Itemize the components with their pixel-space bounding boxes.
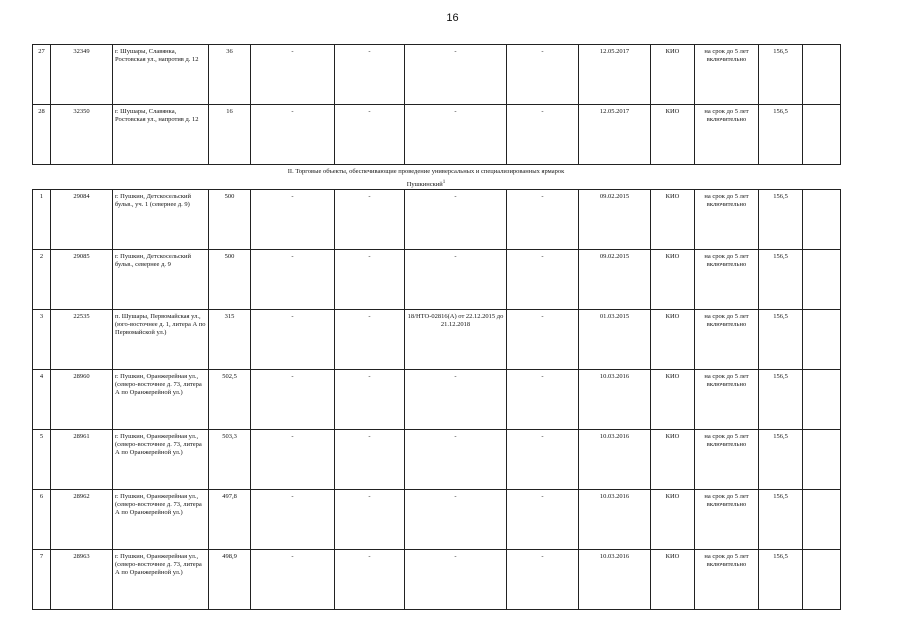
cell-col7: - xyxy=(405,190,507,250)
cell-organization: КИО xyxy=(651,310,695,370)
cell-organization: КИО xyxy=(651,45,695,105)
cell-col6: - xyxy=(335,370,405,430)
cell-date: 10.03.2016 xyxy=(579,370,651,430)
cell-number: 27 xyxy=(33,45,51,105)
cell-number: 3 xyxy=(33,310,51,370)
cell-term: на срок до 5 лет включительно xyxy=(695,45,759,105)
cell-extra xyxy=(803,310,841,370)
cell-organization: КИО xyxy=(651,490,695,550)
cell-area: 502,5 xyxy=(209,370,251,430)
cell-id: 32350 xyxy=(51,105,113,165)
cell-col6: - xyxy=(335,310,405,370)
cell-col7: - xyxy=(405,105,507,165)
cell-date: 10.03.2016 xyxy=(579,550,651,610)
cell-number: 5 xyxy=(33,430,51,490)
table-row xyxy=(33,105,841,165)
section-title-text: II. Торговые объекты, обеспечивающие проведение универсальных и специализированных ярмарок xyxy=(287,168,565,175)
table-row xyxy=(33,490,841,550)
cell-id: 22535 xyxy=(51,310,113,370)
table-row xyxy=(33,550,841,610)
cell-number: 7 xyxy=(33,550,51,610)
cell-rate: 156,5 xyxy=(759,250,803,310)
cell-col6: - xyxy=(335,250,405,310)
cell-rate: 156,5 xyxy=(759,310,803,370)
cell-rate: 156,5 xyxy=(759,550,803,610)
table-row xyxy=(33,190,841,250)
cell-term: на срок до 5 лет включительно xyxy=(695,490,759,550)
cell-col6: - xyxy=(335,550,405,610)
cell-col5: - xyxy=(251,105,335,165)
cell-area: 497,8 xyxy=(209,490,251,550)
cell-organization: КИО xyxy=(651,370,695,430)
cell-area: 36 xyxy=(209,45,251,105)
section-title xyxy=(32,168,820,175)
cell-area: 498,9 xyxy=(209,550,251,610)
cell-extra xyxy=(803,370,841,430)
section-subtitle xyxy=(32,180,820,188)
cell-extra xyxy=(803,105,841,165)
objects-table-fairs xyxy=(32,189,841,610)
cell-col8: - xyxy=(507,105,579,165)
cell-extra xyxy=(803,45,841,105)
cell-rate: 156,5 xyxy=(759,190,803,250)
cell-organization: КИО xyxy=(651,430,695,490)
cell-id: 28963 xyxy=(51,550,113,610)
cell-term: на срок до 5 лет включительно xyxy=(695,370,759,430)
cell-col6: - xyxy=(335,190,405,250)
cell-number: 2 xyxy=(33,250,51,310)
cell-address: г. Пушкин, Детскосельский бульв., севернее д. 9 xyxy=(113,250,209,310)
table-row xyxy=(33,45,841,105)
cell-col7: - xyxy=(405,430,507,490)
cell-id: 28962 xyxy=(51,490,113,550)
cell-number: 6 xyxy=(33,490,51,550)
table-row xyxy=(33,370,841,430)
cell-col5: - xyxy=(251,45,335,105)
cell-extra xyxy=(803,430,841,490)
cell-col6: - xyxy=(335,430,405,490)
cell-term: на срок до 5 лет включительно xyxy=(695,105,759,165)
cell-organization: КИО xyxy=(651,550,695,610)
cell-col7: - xyxy=(405,490,507,550)
cell-extra xyxy=(803,250,841,310)
cell-area: 503,3 xyxy=(209,430,251,490)
section-footnote-mark: 1 xyxy=(442,180,446,185)
cell-col5: - xyxy=(251,250,335,310)
cell-organization: КИО xyxy=(651,190,695,250)
cell-id: 28960 xyxy=(51,370,113,430)
cell-col7: - xyxy=(405,370,507,430)
table-row xyxy=(33,250,841,310)
cell-rate: 156,5 xyxy=(759,490,803,550)
cell-rate: 156,5 xyxy=(759,430,803,490)
table-row xyxy=(33,310,841,370)
cell-col5: - xyxy=(251,310,335,370)
cell-address: г. Пушкин, Оранжерейная ул., (северо-восточнее д. 73, литера А по Оранжерейной ул.) xyxy=(113,370,209,430)
cell-number: 4 xyxy=(33,370,51,430)
page-number: 16 xyxy=(446,12,459,24)
cell-date: 10.03.2016 xyxy=(579,430,651,490)
cell-address: г. Шушары, Славянка, Ростовская ул., напротив д. 12 xyxy=(113,45,209,105)
cell-col8: - xyxy=(507,370,579,430)
cell-area: 500 xyxy=(209,190,251,250)
cell-col8: - xyxy=(507,430,579,490)
cell-address: г. Пушкин, Оранжерейная ул., (северо-восточнее д. 73, литера А по Оранжерейной ул.) xyxy=(113,550,209,610)
cell-col6: - xyxy=(335,45,405,105)
cell-date: 12.05.2017 xyxy=(579,105,651,165)
cell-col6: - xyxy=(335,490,405,550)
cell-area: 500 xyxy=(209,250,251,310)
cell-extra xyxy=(803,550,841,610)
cell-address: г. Шушары, Славянка, Ростовская ул., напротив д. 12 xyxy=(113,105,209,165)
cell-date: 09.02.2015 xyxy=(579,190,651,250)
cell-col7: - xyxy=(405,550,507,610)
cell-col5: - xyxy=(251,550,335,610)
cell-col8: - xyxy=(507,550,579,610)
cell-id: 32349 xyxy=(51,45,113,105)
cell-organization: КИО xyxy=(651,105,695,165)
cell-date: 01.03.2015 xyxy=(579,310,651,370)
cell-extra xyxy=(803,490,841,550)
cell-col5: - xyxy=(251,370,335,430)
cell-address: г. Пушкин, Детскосельский бульв., уч. 1 (севернее д. 9) xyxy=(113,190,209,250)
cell-rate: 156,5 xyxy=(759,105,803,165)
cell-col8: - xyxy=(507,45,579,105)
cell-term: на срок до 5 лет включительно xyxy=(695,430,759,490)
cell-id: 29084 xyxy=(51,190,113,250)
cell-number: 28 xyxy=(33,105,51,165)
cell-id: 29085 xyxy=(51,250,113,310)
cell-rate: 156,5 xyxy=(759,45,803,105)
cell-col8: - xyxy=(507,310,579,370)
cell-area: 315 xyxy=(209,310,251,370)
table-row xyxy=(33,430,841,490)
cell-address: г. Пушкин, Оранжерейная ул., (северо-восточнее д. 73, литера А по Оранжерейной ул.) xyxy=(113,490,209,550)
cell-date: 09.02.2015 xyxy=(579,250,651,310)
cell-term: на срок до 5 лет включительно xyxy=(695,550,759,610)
cell-id: 28961 xyxy=(51,430,113,490)
cell-term: на срок до 5 лет включительно xyxy=(695,190,759,250)
cell-col5: - xyxy=(251,430,335,490)
cell-area: 16 xyxy=(209,105,251,165)
section-subtitle-text: Пушкинский xyxy=(406,181,443,189)
cell-address: г. Пушкин, Оранжерейная ул., (северо-восточнее д. 73, литера А по Оранжерейной ул.) xyxy=(113,430,209,490)
cell-term: на срок до 5 лет включительно xyxy=(695,250,759,310)
cell-date: 12.05.2017 xyxy=(579,45,651,105)
cell-number: 1 xyxy=(33,190,51,250)
cell-col7: - xyxy=(405,250,507,310)
cell-col6: - xyxy=(335,105,405,165)
cell-col5: - xyxy=(251,190,335,250)
cell-rate: 156,5 xyxy=(759,370,803,430)
cell-extra xyxy=(803,190,841,250)
cell-organization: КИО xyxy=(651,250,695,310)
cell-col7: - xyxy=(405,45,507,105)
cell-col8: - xyxy=(507,490,579,550)
cell-address: п. Шушары, Первомайская ул., (юго-восточнее д. 1, литера А по Первомайской ул.) xyxy=(113,310,209,370)
cell-date: 10.03.2016 xyxy=(579,490,651,550)
objects-table-top xyxy=(32,44,841,165)
cell-col8: - xyxy=(507,190,579,250)
cell-col7: 18/НТО-02816(А) от 22.12.2015 до 21.12.2018 xyxy=(405,310,507,370)
cell-term: на срок до 5 лет включительно xyxy=(695,310,759,370)
cell-col5: - xyxy=(251,490,335,550)
cell-col8: - xyxy=(507,250,579,310)
